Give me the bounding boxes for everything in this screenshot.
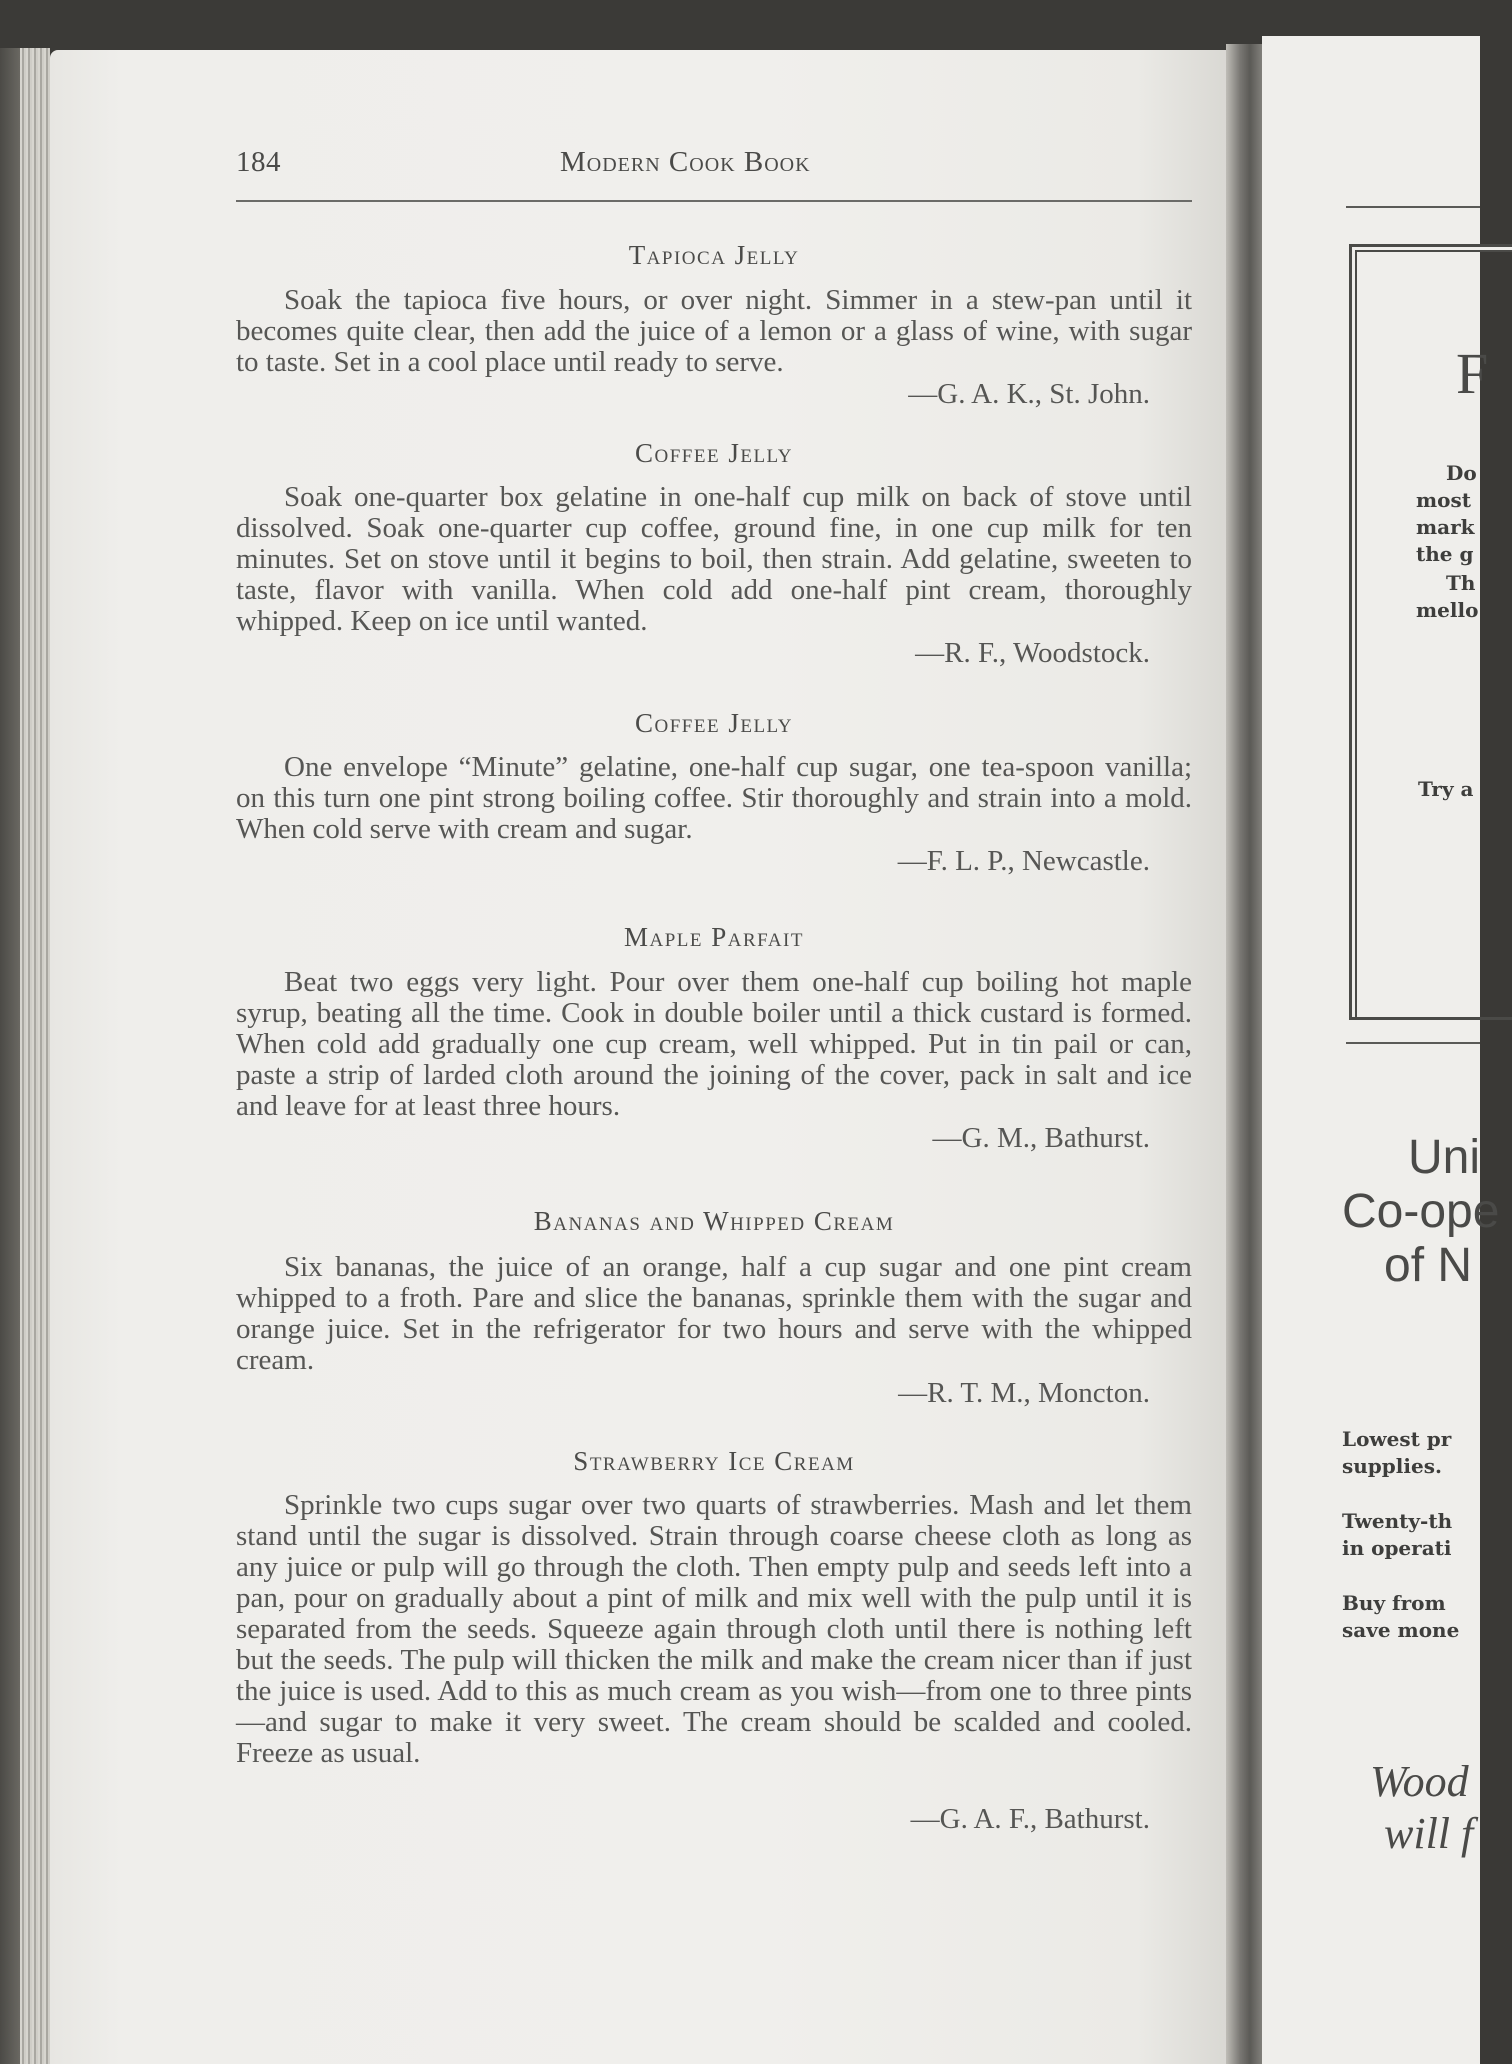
book-edge-dark [0, 48, 20, 2064]
ad-note: Twenty-th [1342, 1509, 1453, 1533]
ad-line: mark [1416, 515, 1475, 539]
recipe-text: One envelope “Minute” gelatine, one-half cup sugar, one tea-spoon vanilla; on this turn one pint strong boiling coffee. Stir thoroughly and strain into a mold. When cold serve with cream and sugar. [236, 751, 1192, 845]
ad-note: in operati [1342, 1536, 1452, 1560]
right-page-rule [1346, 1042, 1480, 1044]
recipe-attribution: —F. L. P., Newcastle. [897, 845, 1150, 877]
ad-line: Do [1446, 461, 1477, 485]
ad-initial: F [1456, 341, 1489, 406]
recipe-title: Bananas and Whipped Cream [533, 1206, 895, 1236]
ad-line: mello [1416, 598, 1479, 622]
right-page-top-rule [1346, 206, 1480, 208]
ad-line: most [1416, 488, 1471, 512]
running-title: Modern Cook Book [560, 146, 811, 178]
ad-script-line: Wood [1370, 1757, 1469, 1806]
recipe-title: Coffee Jelly [635, 708, 793, 738]
ad-note: Buy from [1342, 1591, 1446, 1615]
headline-line: Uni [1408, 1131, 1481, 1184]
ad-note: Lowest pr [1342, 1427, 1452, 1451]
page-number: 184 [236, 146, 281, 178]
recipe-title: Strawberry Ice Cream [573, 1446, 855, 1476]
ad-script-line: will f [1384, 1809, 1474, 1858]
recipe-title: Tapioca Jelly [628, 240, 800, 270]
ad-note: save mone [1342, 1618, 1460, 1642]
recipe-text: Soak the tapioca five hours, or over night. Simmer in a stew-pan until it becomes quite clear, then add the juice of a lemon or a glass of wine, with sugar to taste. Set in a cool place until ready to serve. [236, 284, 1192, 378]
recipe-text: Soak one-quarter box gelatine in one-half cup milk on back of stove until dissolved. Soak one-quarter cup coffee, ground fine, in one cup milk for ten minutes. Set on stove until it begins to boil, then strain. Add gelatine, sweeten to taste, flavor with vanilla. When cold add one-half pint cream, thoroughly whipped. Keep on ice until wanted. [236, 481, 1192, 637]
recipe-title: Coffee Jelly [635, 438, 793, 468]
header-rule [236, 200, 1192, 202]
book-gutter [1226, 44, 1266, 2064]
headline-line: of N [1384, 1239, 1473, 1292]
recipe-attribution: —R. F., Woodstock. [915, 637, 1150, 669]
recipe-attribution: —R. T. M., Moncton. [898, 1377, 1150, 1409]
recipe-attribution: —G. A. K., St. John. [908, 378, 1150, 410]
recipe-text: Beat two eggs very light. Pour over them one-half cup boiling hot maple syrup, beating all the time. Cook in double boiler until a thick custard is formed. When cold add gradually one cup cream, well whipped. Put in tin pail or can, paste a strip of larded cloth around the joining of the cover, pack in salt and ice and leave for at least three hours. [236, 966, 1192, 1122]
ad-line: the g [1416, 542, 1474, 566]
recipe-title: Maple Parfait [624, 922, 804, 952]
recipe-attribution: —G. M., Bathurst. [932, 1122, 1150, 1154]
recipe-text: Sprinkle two cups sugar over two quarts of strawberries. Mash and let them stand until the sugar is dissolved. Strain through coarse cheese cloth as long as any juice or pulp will go through the cloth. Then empty pulp and seeds left into a pan, pour on gradually about a pint of milk and mix well with the pulp until it is separated from the seeds. Squeeze again through cloth until there is nothing left but the seeds. The pulp will thicken the milk and make the cream nicer than if just the juice is used. Add to this as much cream as you wish—from one to three pints—and sugar to make it very sweet. The cream should be scalded and cooled. Freeze as usual. [236, 1489, 1192, 1769]
recipe-text: Six bananas, the juice of an orange, half a cup sugar and one pint cream whipped to a froth. Pare and slice the bananas, sprinkle them with the sugar and orange juice. Set in the refrigerator for two hours and serve with the whipped cream. [236, 1251, 1192, 1376]
recipe-attribution: —G. A. F., Bathurst. [910, 1803, 1150, 1835]
ad-note: supplies. [1342, 1454, 1442, 1478]
ad-line: Try a [1418, 777, 1474, 801]
ad-line: Th [1446, 571, 1476, 595]
headline-line: Co-ope [1342, 1185, 1500, 1238]
book-page-edges [20, 48, 50, 2064]
